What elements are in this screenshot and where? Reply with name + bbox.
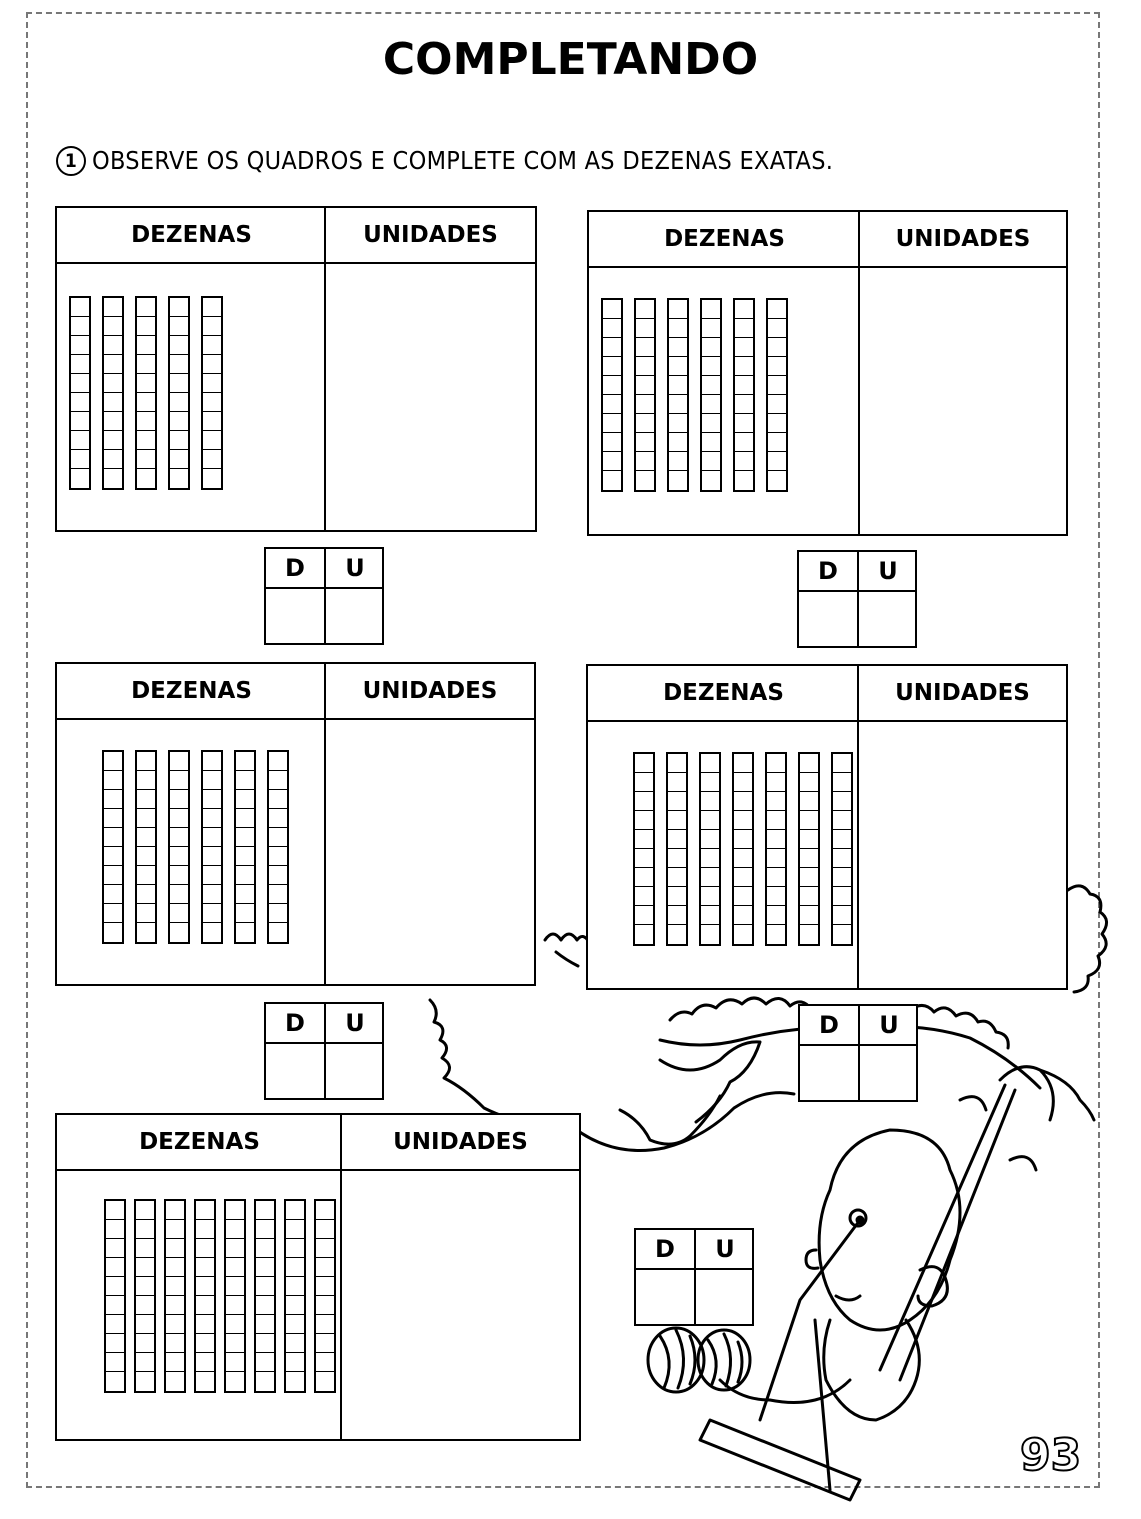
ten-rod-icon bbox=[732, 752, 754, 946]
units-answer-area[interactable] bbox=[861, 724, 1066, 988]
ten-rod-icon bbox=[700, 298, 722, 492]
ten-rod-icon bbox=[224, 1199, 246, 1393]
du-units-label: U bbox=[879, 1011, 899, 1039]
ten-rod-icon bbox=[267, 750, 289, 944]
tens-column-header: DEZENAS bbox=[589, 212, 860, 268]
tens-column-header: DEZENAS bbox=[57, 1115, 342, 1171]
ten-rod-icon bbox=[766, 298, 788, 492]
ten-rod-icon bbox=[135, 750, 157, 944]
units-answer-area[interactable] bbox=[344, 1173, 579, 1439]
du-units-input[interactable] bbox=[860, 1046, 916, 1100]
du-answer-box-4 bbox=[798, 1004, 918, 1102]
ten-rod-icon bbox=[201, 296, 223, 490]
units-column-header: UNIDADES bbox=[326, 664, 534, 720]
ten-rod-icon bbox=[667, 298, 689, 492]
ten-rod-icon bbox=[254, 1199, 276, 1393]
page-number: 93 bbox=[1020, 1430, 1082, 1481]
du-tens-input[interactable] bbox=[799, 592, 855, 646]
ten-rod-icon bbox=[765, 752, 787, 946]
du-units-input[interactable] bbox=[859, 592, 915, 646]
ten-rod-icon bbox=[666, 752, 688, 946]
ten-rod-icon bbox=[168, 296, 190, 490]
du-units-input[interactable] bbox=[326, 1044, 382, 1098]
du-units-input[interactable] bbox=[696, 1270, 752, 1324]
ten-rod-icon bbox=[234, 750, 256, 944]
instruction-text: OBSERVE OS QUADROS E COMPLETE COM AS DEZENAS EXATAS. bbox=[92, 146, 834, 175]
place-value-board-3 bbox=[55, 662, 536, 986]
place-value-board-1 bbox=[55, 206, 537, 532]
units-answer-area[interactable] bbox=[328, 266, 535, 530]
du-units-input[interactable] bbox=[326, 589, 382, 643]
du-answer-box-3 bbox=[264, 1002, 384, 1100]
ten-rod-icon bbox=[733, 298, 755, 492]
ten-rod-icon bbox=[104, 1199, 126, 1393]
tens-column-header: DEZENAS bbox=[57, 664, 326, 720]
ten-rod-icon bbox=[201, 750, 223, 944]
ten-rod-icon bbox=[134, 1199, 156, 1393]
tens-column-header: DEZENAS bbox=[588, 666, 859, 722]
ten-rod-icon bbox=[634, 298, 656, 492]
ten-rod-icon bbox=[284, 1199, 306, 1393]
du-tens-label: D bbox=[819, 1011, 839, 1039]
du-tens-input[interactable] bbox=[800, 1046, 856, 1100]
units-column-header: UNIDADES bbox=[342, 1115, 579, 1171]
place-value-board-5 bbox=[55, 1113, 581, 1441]
ten-rod-icon bbox=[102, 296, 124, 490]
units-column-header: UNIDADES bbox=[859, 666, 1066, 722]
units-answer-area[interactable] bbox=[328, 722, 534, 984]
place-value-board-4 bbox=[586, 664, 1068, 990]
ten-rod-icon bbox=[69, 296, 91, 490]
du-tens-label: D bbox=[285, 554, 305, 582]
ten-rod-icon bbox=[601, 298, 623, 492]
tens-column-header: DEZENAS bbox=[57, 208, 326, 264]
du-units-label: U bbox=[345, 554, 365, 582]
du-answer-box-1 bbox=[264, 547, 384, 645]
units-column-header: UNIDADES bbox=[860, 212, 1066, 268]
units-column-header: UNIDADES bbox=[326, 208, 535, 264]
branch-tip-icon bbox=[545, 934, 589, 966]
page-title: COMPLETANDO bbox=[382, 34, 759, 85]
place-value-board-2 bbox=[587, 210, 1068, 536]
units-answer-area[interactable] bbox=[862, 270, 1066, 534]
du-tens-label: D bbox=[655, 1235, 675, 1263]
du-tens-input[interactable] bbox=[266, 589, 322, 643]
du-units-label: U bbox=[715, 1235, 735, 1263]
ten-rod-icon bbox=[831, 752, 853, 946]
ten-rod-icon bbox=[102, 750, 124, 944]
du-answer-box-5 bbox=[634, 1228, 754, 1326]
du-tens-input[interactable] bbox=[636, 1270, 692, 1324]
du-tens-label: D bbox=[285, 1009, 305, 1037]
ten-rod-icon bbox=[164, 1199, 186, 1393]
ten-rod-icon bbox=[314, 1199, 336, 1393]
ten-rod-icon bbox=[798, 752, 820, 946]
du-units-label: U bbox=[345, 1009, 365, 1037]
ten-rod-icon bbox=[633, 752, 655, 946]
du-tens-input[interactable] bbox=[266, 1044, 322, 1098]
du-answer-box-2 bbox=[797, 550, 917, 648]
ten-rod-icon bbox=[194, 1199, 216, 1393]
du-tens-label: D bbox=[818, 557, 838, 585]
instruction-number: 1 bbox=[56, 146, 86, 176]
ten-rod-icon bbox=[699, 752, 721, 946]
ten-rod-icon bbox=[135, 296, 157, 490]
du-units-label: U bbox=[878, 557, 898, 585]
ten-rod-icon bbox=[168, 750, 190, 944]
